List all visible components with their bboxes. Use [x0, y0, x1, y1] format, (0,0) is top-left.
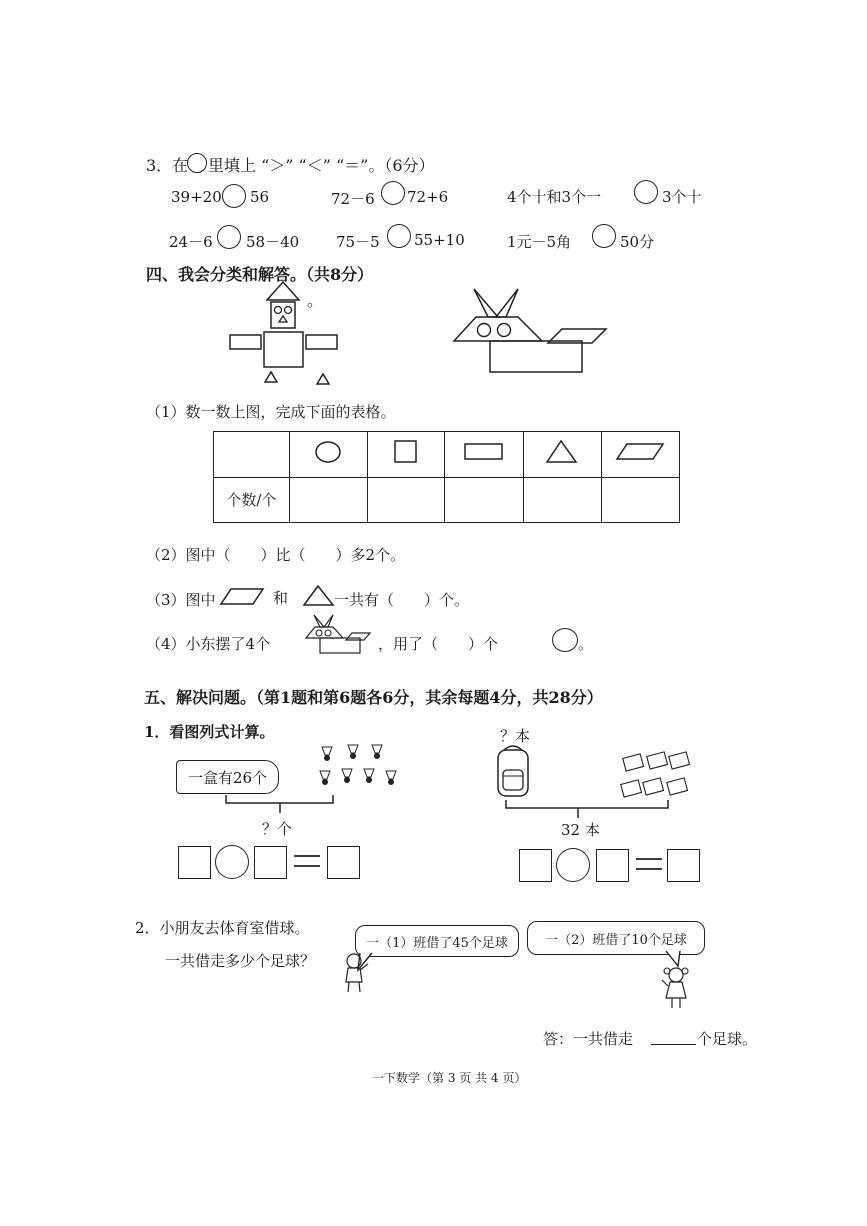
- equals-sign-icon: [634, 856, 664, 872]
- answer-prefix: 答：一共借走: [543, 1030, 634, 1048]
- shape-count-table: [213, 431, 680, 523]
- equation-box-1[interactable]: [178, 846, 211, 879]
- compare-blank-2[interactable]: [381, 181, 405, 205]
- section4-q3-a: （3）图中: [146, 591, 216, 609]
- table-header-triangle: [523, 432, 601, 478]
- q3-item-4-right: 58－40: [246, 233, 300, 251]
- parallelogram-icon: [617, 444, 663, 459]
- q3-item-5-right: 55+10: [414, 231, 465, 249]
- q3-item-3-right: 3个十: [662, 188, 702, 206]
- table-header-rectangle: [445, 432, 523, 478]
- section4-title: 四、我会分类和解答。（共8分）: [146, 265, 374, 284]
- compare-blank-6[interactable]: [592, 224, 616, 248]
- section4-q3-and: 和: [273, 589, 289, 607]
- square-icon: [395, 441, 416, 462]
- rectangle-icon: [465, 444, 502, 459]
- box-label: 一盒有26个: [187, 768, 268, 787]
- q3-symbols: “＞” “＜” “＝”。（6分）: [261, 156, 435, 175]
- backpack-icon: [492, 744, 534, 802]
- section4-q3-b: 一共有（ ）个。: [334, 591, 470, 609]
- q3-item-2-right: 72+6: [407, 188, 449, 206]
- section4-q4-a: （4）小东摆了4个: [146, 635, 271, 653]
- equation-box-4[interactable]: [519, 849, 552, 882]
- compare-blank-3[interactable]: [634, 180, 658, 204]
- count-cell-circle[interactable]: [289, 477, 367, 523]
- q3-title-suffix: 里填上: [208, 156, 257, 175]
- circle-icon: [187, 153, 207, 173]
- q3-title-prefix: 3．在: [146, 156, 189, 175]
- count-cell-rectangle[interactable]: [445, 477, 523, 523]
- parallelogram-icon: [219, 587, 265, 607]
- equation-box-3[interactable]: [327, 846, 360, 879]
- books-group-icon: [620, 750, 692, 802]
- equation-op-circle-2[interactable]: [556, 848, 590, 882]
- robot-figure: [225, 280, 345, 390]
- circle-icon: [316, 442, 340, 462]
- table-header-parallelogram: [601, 432, 679, 478]
- section4-q2: （2）图中（ ）比（ ）多2个。: [146, 546, 406, 564]
- mini-fox-icon: [305, 614, 371, 656]
- section4-q4-end: 。: [578, 635, 594, 653]
- table-header-square: [367, 432, 445, 478]
- q3-item-5-left: 75－5: [336, 233, 380, 251]
- equation-box-5[interactable]: [596, 849, 629, 882]
- compare-blank-1[interactable]: [222, 184, 246, 208]
- box-label-cylinder: [176, 760, 279, 794]
- answer-suffix: 个足球。: [697, 1030, 758, 1048]
- section5-q2-question: 一共借走多少个足球？: [165, 952, 316, 970]
- compare-blank-4[interactable]: [217, 225, 241, 249]
- q3-item-4-left: 24－6: [169, 233, 213, 251]
- compare-blank-5[interactable]: [387, 224, 411, 248]
- equals-sign-icon: [292, 853, 322, 869]
- section4-q4-b: ，用了（ ）个: [378, 635, 499, 653]
- count-cell-square[interactable]: [367, 477, 445, 523]
- equation-op-circle[interactable]: [215, 845, 249, 879]
- section5-q1-title: 1．看图列式计算。: [144, 723, 275, 741]
- q3-item-3-left: 4个十和3个一: [507, 188, 602, 206]
- q3-item-6-right: 50分: [620, 233, 655, 251]
- right-total: 32 本: [561, 821, 600, 839]
- circle-icon: [552, 628, 578, 652]
- section4-q1: （1）数一数上图，完成下面的表格。: [146, 403, 396, 421]
- left-brace: [222, 793, 337, 815]
- table-row-label: 个数/个: [214, 477, 290, 523]
- table-header-empty: [214, 432, 290, 478]
- section5-title: 五、解决问题。（第1题和第6题各6分，其余每题4分，共28分）: [144, 688, 603, 707]
- triangle-icon: [547, 441, 576, 462]
- q3-item-2-left: 72－6: [331, 190, 375, 208]
- count-cell-parallelogram[interactable]: [601, 477, 679, 523]
- boy-figure-icon: [340, 952, 370, 994]
- speech-bubble-1-text: 一（1）班借了45个足球: [366, 935, 508, 951]
- right-brace: [502, 798, 672, 820]
- section5-q2-title: 2．小朋友去体育室借球。: [135, 919, 310, 937]
- page-footer: 一下数学（第 3 页 共 4 页）: [372, 1071, 527, 1085]
- q3-item-6-left: 1元－5角: [507, 233, 572, 251]
- fox-figure: [452, 287, 612, 377]
- count-cell-triangle[interactable]: [523, 477, 601, 523]
- answer-blank[interactable]: [651, 1043, 696, 1045]
- q3-item-1-left: 39+20: [171, 188, 222, 206]
- shuttlecock-group-icon: [314, 741, 406, 797]
- equation-box-2[interactable]: [254, 846, 287, 879]
- triangle-icon: [302, 584, 336, 608]
- left-question: ？个: [262, 820, 293, 838]
- right-question: ？本: [500, 727, 531, 745]
- girl-figure-icon: [660, 966, 692, 1010]
- q3-item-1-right: 56: [250, 188, 270, 206]
- table-header-circle: [289, 432, 367, 478]
- stray-mark: 。: [307, 291, 324, 310]
- speech-bubble-2-text: 一（2）班借了10个足球: [545, 932, 687, 948]
- equation-box-6[interactable]: [667, 849, 700, 882]
